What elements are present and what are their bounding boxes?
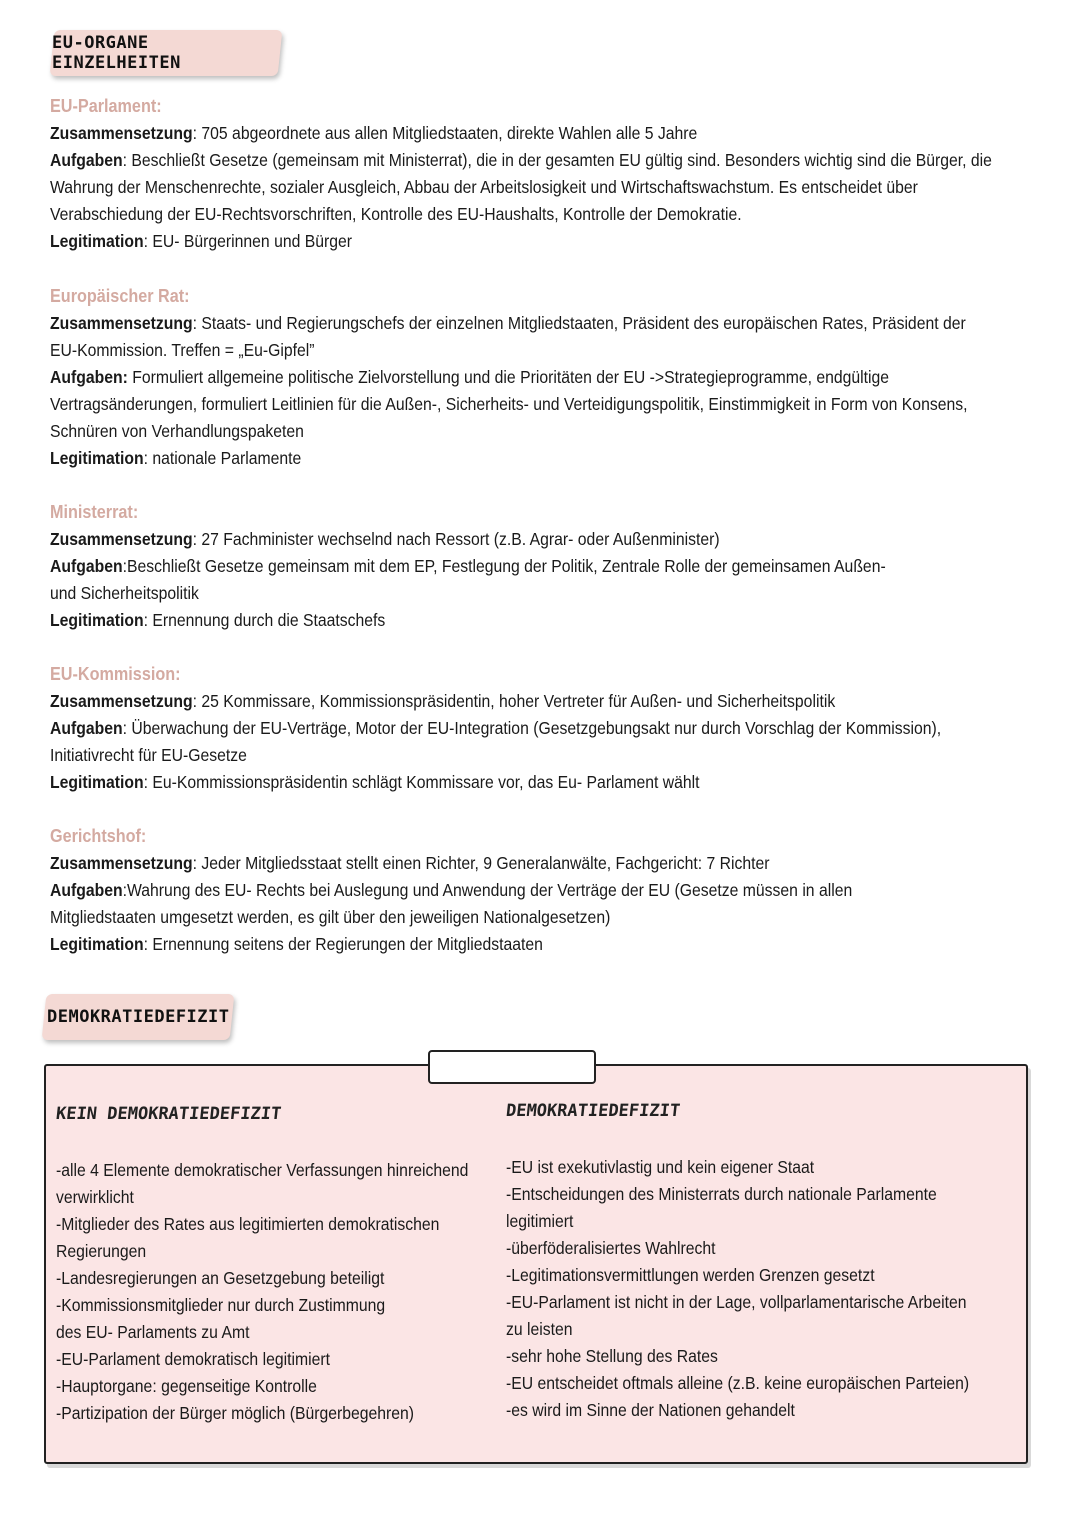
zusammensetzung-label: Zusammensetzung [50,691,193,711]
aufgaben-label: Aufgaben: [50,367,128,387]
list-item: -EU-Parlament demokratisch legitimiert [56,1349,330,1369]
zusammensetzung-line [50,526,1040,553]
legitimation-line [50,607,1040,634]
list-item: -Partizipation der Bürger möglich (Bürgerbegehren) [56,1403,415,1423]
legitimation-label: Legitimation [50,448,144,468]
aufgaben-label: Aufgaben [50,150,123,170]
comparison-box-tab [428,1050,596,1084]
list-item: -Kommissionsmitglieder nur durch Zustimmung des EU- Parlaments zu Amt [56,1295,386,1342]
zusammensetzung-line [50,850,1040,877]
defizit-list [506,1154,992,1424]
legitimation-text: : nationale Parlamente [143,448,302,468]
section-europaeischer-rat [50,283,1040,472]
aufgaben-line [50,364,986,445]
list-item: -sehr hohe Stellung des Rates [506,1346,718,1366]
section-ministerrat [50,499,1040,634]
section-title: Gerichtshof: [50,826,147,846]
zusammensetzung-text: : Staats- und Regierungschefs der einzelnen Mitgliedstaaten, Präsident des europäischen Rates, Präsident der EU-Kommission. Treffen = „Eu-Gipfel” [50,313,966,360]
zusammensetzung-label: Zusammensetzung [50,853,193,873]
legitimation-text: : Ernennung seitens der Regierungen der Mitgliedstaaten [143,934,543,954]
section-eu-parlament [50,93,1040,255]
aufgaben-label: Aufgaben [50,556,123,576]
section-title: EU-Parlament: [50,96,162,116]
zusammensetzung-text: : 705 abgeordnete aus allen Mitgliedstaaten, direkte Wahlen alle 5 Jahre [192,123,698,143]
heading-demokratiedefizit [42,994,235,1040]
list-item: -Mitglieder des Rates aus legitimierten demokratischen Regierungen [56,1214,440,1261]
legitimation-text: : Eu-Kommissionspräsidentin schlägt Kommissare vor, das Eu- Parlament wählt [143,772,700,792]
aufgaben-line [50,553,914,607]
defizit-heading: DEMOKRATIEDEFIZIT [504,1101,682,1121]
aufgaben-text: : Überwachung der EU-Verträge, Motor der EU-Integration (Gesetzgebungsakt nur durch Vorschlag der Kommission), Initiativrecht für EU-Gesetze [50,718,942,765]
legitimation-line [50,931,1040,958]
aufgaben-line [50,715,1027,769]
zusammensetzung-line [50,688,1040,715]
list-item: -Legitimationsvermittlungen werden Grenzen gesetzt [506,1265,875,1285]
aufgaben-line [50,147,1022,228]
list-item: -EU entscheidet oftmals alleine (z.B. keine europäischen Parteien) [506,1373,970,1393]
legitimation-line [50,228,1040,255]
list-item: -überföderalisiertes Wahlrecht [506,1238,716,1258]
list-item: -Landesregierungen an Gesetzgebung beteiligt [56,1268,385,1288]
kein-defizit-list [56,1157,472,1427]
legitimation-text: : EU- Bürgerinnen und Bürger [143,231,353,251]
list-item: -EU ist exekutivlastig und kein eigener Staat [506,1157,815,1177]
legitimation-label: Legitimation [50,934,144,954]
heading-eu-organe [50,30,283,76]
section-title: Europäischer Rat: [50,286,190,306]
section-title: EU-Kommission: [50,664,181,684]
zusammensetzung-label: Zusammensetzung [50,529,193,549]
list-item: -Entscheidungen des Ministerrats durch nationale Parlamente legitimiert [506,1184,937,1231]
section-title: Ministerrat: [50,502,139,522]
legitimation-line [50,445,1040,472]
aufgaben-text: :Beschließt Gesetze gemeinsam mit dem EP, Festlegung der Politik, Zentrale Rolle der gemeinsamen Außen- und Sicherheitspolitik [50,556,886,603]
zusammensetzung-label: Zusammensetzung [50,123,193,143]
heading-eu-organe-text: EU-ORGANE EINZELHEITEN [52,33,181,73]
aufgaben-label: Aufgaben [50,718,123,738]
list-item: -EU-Parlament ist nicht in der Lage, vollparlamentarische Arbeiten zu leisten [506,1292,967,1339]
heading-demokratiedefizit-text: DEMOKRATIEDEFIZIT [46,1007,230,1027]
list-item: -es wird im Sinne der Nationen gehandelt [506,1400,795,1420]
zusammensetzung-text: : Jeder Mitgliedsstaat stellt einen Richter, 9 Generalanwälte, Fachgericht: 7 Richter [192,853,770,873]
zusammensetzung-text: : 25 Kommissare, Kommissionspräsidentin, hoher Vertreter für Außen- und Sicherheitspolitik [192,691,836,711]
zusammensetzung-line [50,310,995,364]
legitimation-label: Legitimation [50,231,144,251]
legitimation-line [50,769,1040,796]
zusammensetzung-text: : 27 Fachminister wechselnd nach Ressort (z.B. Agrar- oder Außenminister) [192,529,720,549]
aufgaben-text: : Beschließt Gesetze (gemeinsam mit Ministerrat), die in der gesamten EU gültig sind. Besonders wichtig sind die Bürger, die Wahrung der Menschenrechte, sozialer Ausgleich, Abbau der Arbeitslosigkeit und Wirtschaftswachstum. Es entscheidet über Verabschiedung der EU-Rechtsvorschriften, Kontrolle des EU-Haushalts, Kontrolle der Demokratie. [50,150,992,224]
legitimation-label: Legitimation [50,772,144,792]
aufgaben-text: Formuliert allgemeine politische Zielvorstellung und die Prioritäten der EU ->Strategieprogramme, endgültige Vertragsänderungen, formuliert Leitlinien für die Außen-, Sicherheits- und Verteidigungspolitik, Einstimmigkeit in Form von Konsens, Schnüren von Verhandlungspaketen [50,367,968,441]
aufgaben-label: Aufgaben [50,880,123,900]
aufgaben-text: :Wahrung des EU- Rechts bei Auslegung und Anwendung der Verträge der EU (Gesetze müssen in allen Mitgliedstaaten umgesetzt werden, es gilt über den jeweiligen Nationalgesetzen) [50,880,853,927]
legitimation-text: : Ernennung durch die Staatschefs [143,610,386,630]
legitimation-label: Legitimation [50,610,144,630]
section-gerichtshof [50,823,1040,958]
list-item: -Hauptorgane: gegenseitige Kontrolle [56,1376,317,1396]
kein-defizit-heading: KEIN DEMOKRATIEDEFIZIT [54,1104,283,1124]
zusammensetzung-line [50,120,1040,147]
list-item: -alle 4 Elemente demokratischer Verfassungen hinreichend verwirklicht [56,1160,469,1207]
zusammensetzung-label: Zusammensetzung [50,313,193,333]
aufgaben-line [50,877,959,931]
section-eu-kommission [50,661,1040,796]
